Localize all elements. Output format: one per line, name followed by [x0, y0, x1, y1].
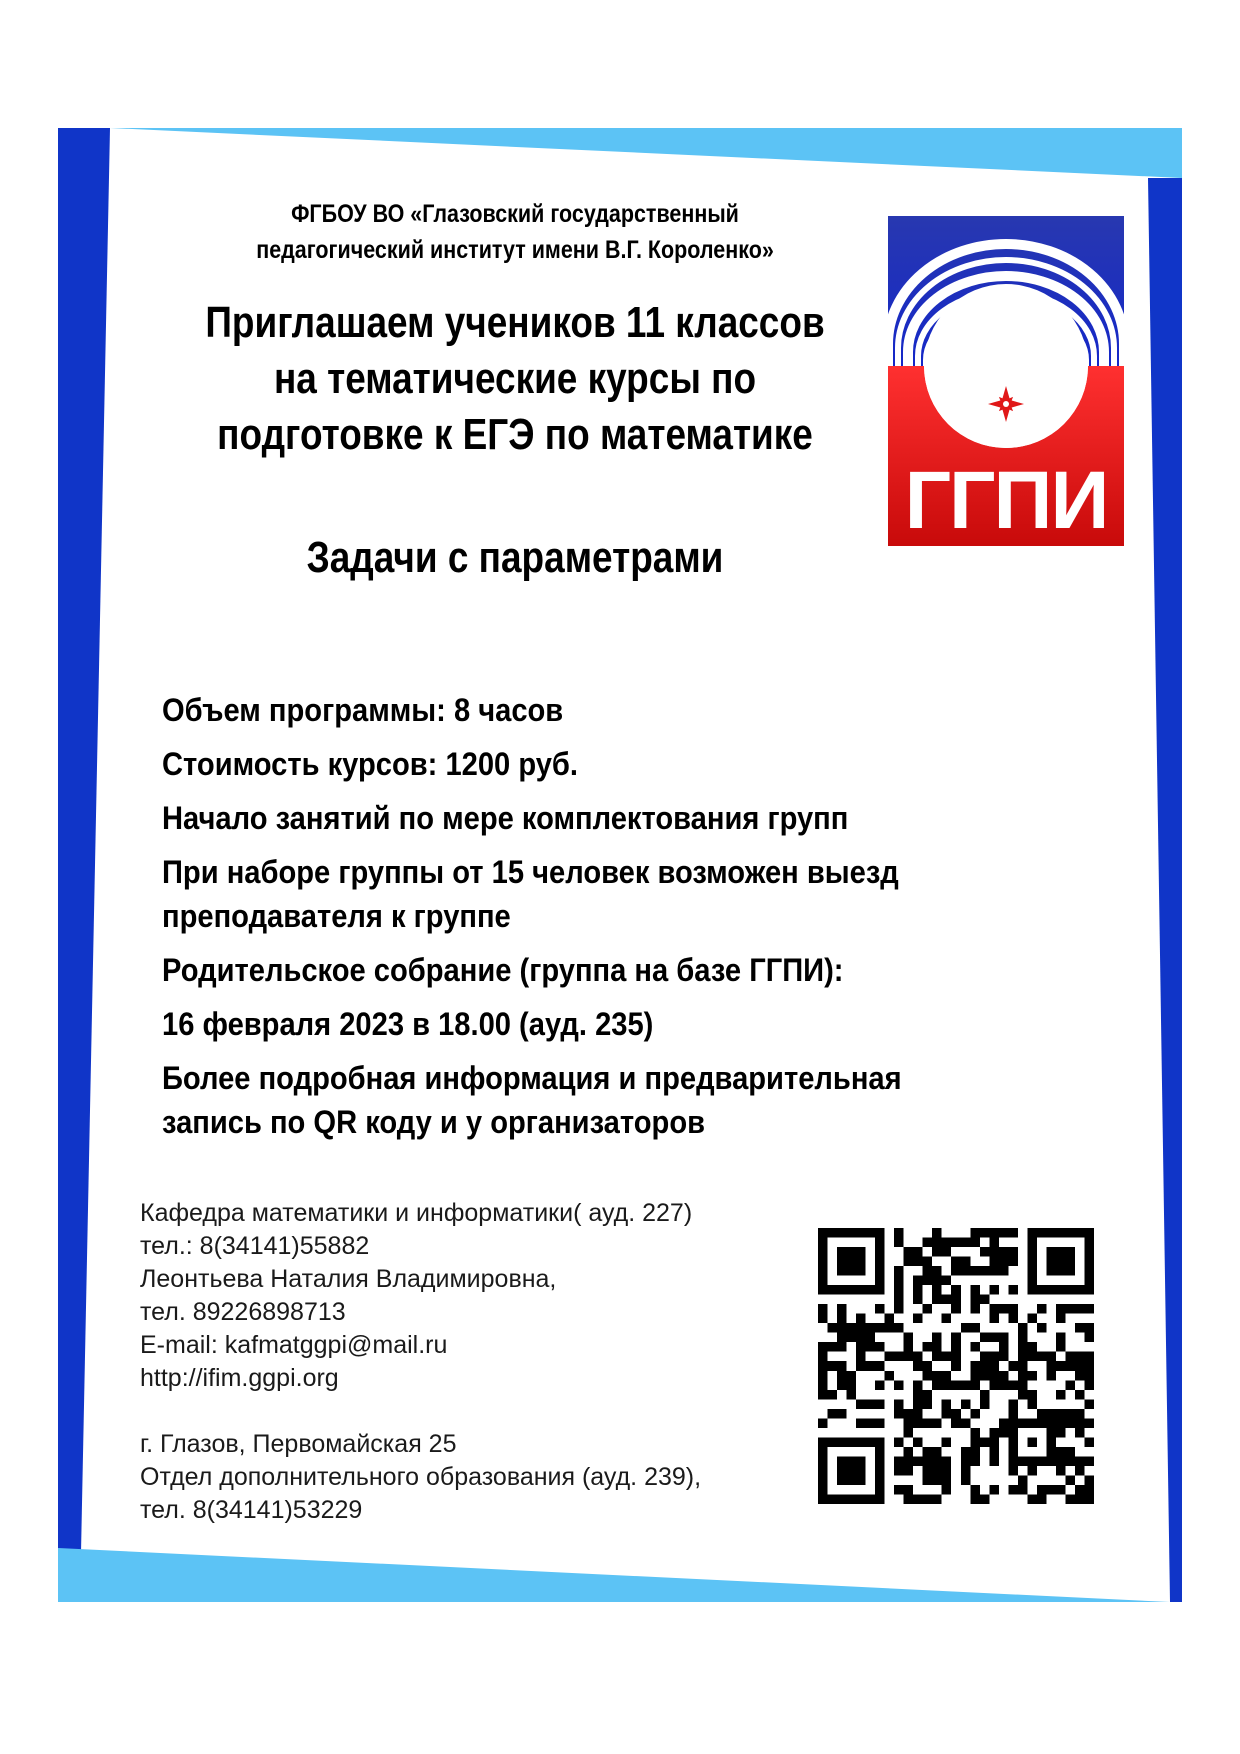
info-volume: Объем программы: 8 часов	[162, 692, 564, 728]
info-meeting: Родительское собрание (группа на базе ГГПИ):	[162, 952, 844, 988]
contact-phone: тел. 89226898713	[140, 1298, 346, 1326]
contacts-block	[140, 1197, 760, 1527]
title-line: на тематические курсы по	[273, 354, 757, 403]
info-more-line: Более подробная информация и предварительная	[162, 1060, 902, 1096]
ggpi-logo-icon	[888, 216, 1124, 546]
page-title	[175, 295, 855, 463]
institution-line: ФГБОУ ВО «Глазовский государственный	[291, 200, 739, 228]
info-start: Начало занятий по мере комплектования групп	[162, 800, 849, 836]
info-group-line: преподавателя к группе	[162, 898, 511, 934]
contact-email[interactable]: E-mail: kafmatggpi@mail.ru	[140, 1331, 448, 1359]
institution-name	[210, 196, 821, 268]
qr-code-icon[interactable]	[818, 1228, 1094, 1504]
title-line: Приглашаем учеников 11 классов	[205, 298, 825, 347]
title-line: подготовке к ЕГЭ по математике	[217, 410, 813, 459]
contact-department: Кафедра математики и информатики( ауд. 227)	[140, 1199, 693, 1227]
contact-office: Отдел дополнительного образования (ауд. 239),	[140, 1463, 702, 1491]
info-more-line: запись по QR коду и у организаторов	[162, 1104, 706, 1140]
contact-website[interactable]: http://ifim.ggpi.org	[140, 1364, 339, 1392]
contact-phone: тел.: 8(34141)55882	[140, 1232, 370, 1260]
course-topic: Задачи с параметрами	[306, 533, 724, 582]
info-group-line: При наборе группы от 15 человек возможен выезд	[162, 854, 899, 890]
info-cost: Стоимость курсов: 1200 руб.	[162, 746, 578, 782]
institution-line: педагогический институт имени В.Г. Короленко»	[256, 236, 774, 264]
info-meeting-date: 16 февраля 2023 в 18.00 (ауд. 235)	[162, 1006, 654, 1042]
contact-phone: тел. 8(34141)53229	[140, 1496, 363, 1524]
contact-person: Леонтьева Наталия Владимировна,	[140, 1265, 557, 1293]
logo-text: ГГПИ	[904, 455, 1108, 546]
course-info	[162, 688, 999, 1154]
contact-address: г. Глазов, Первомайская 25	[140, 1430, 457, 1458]
